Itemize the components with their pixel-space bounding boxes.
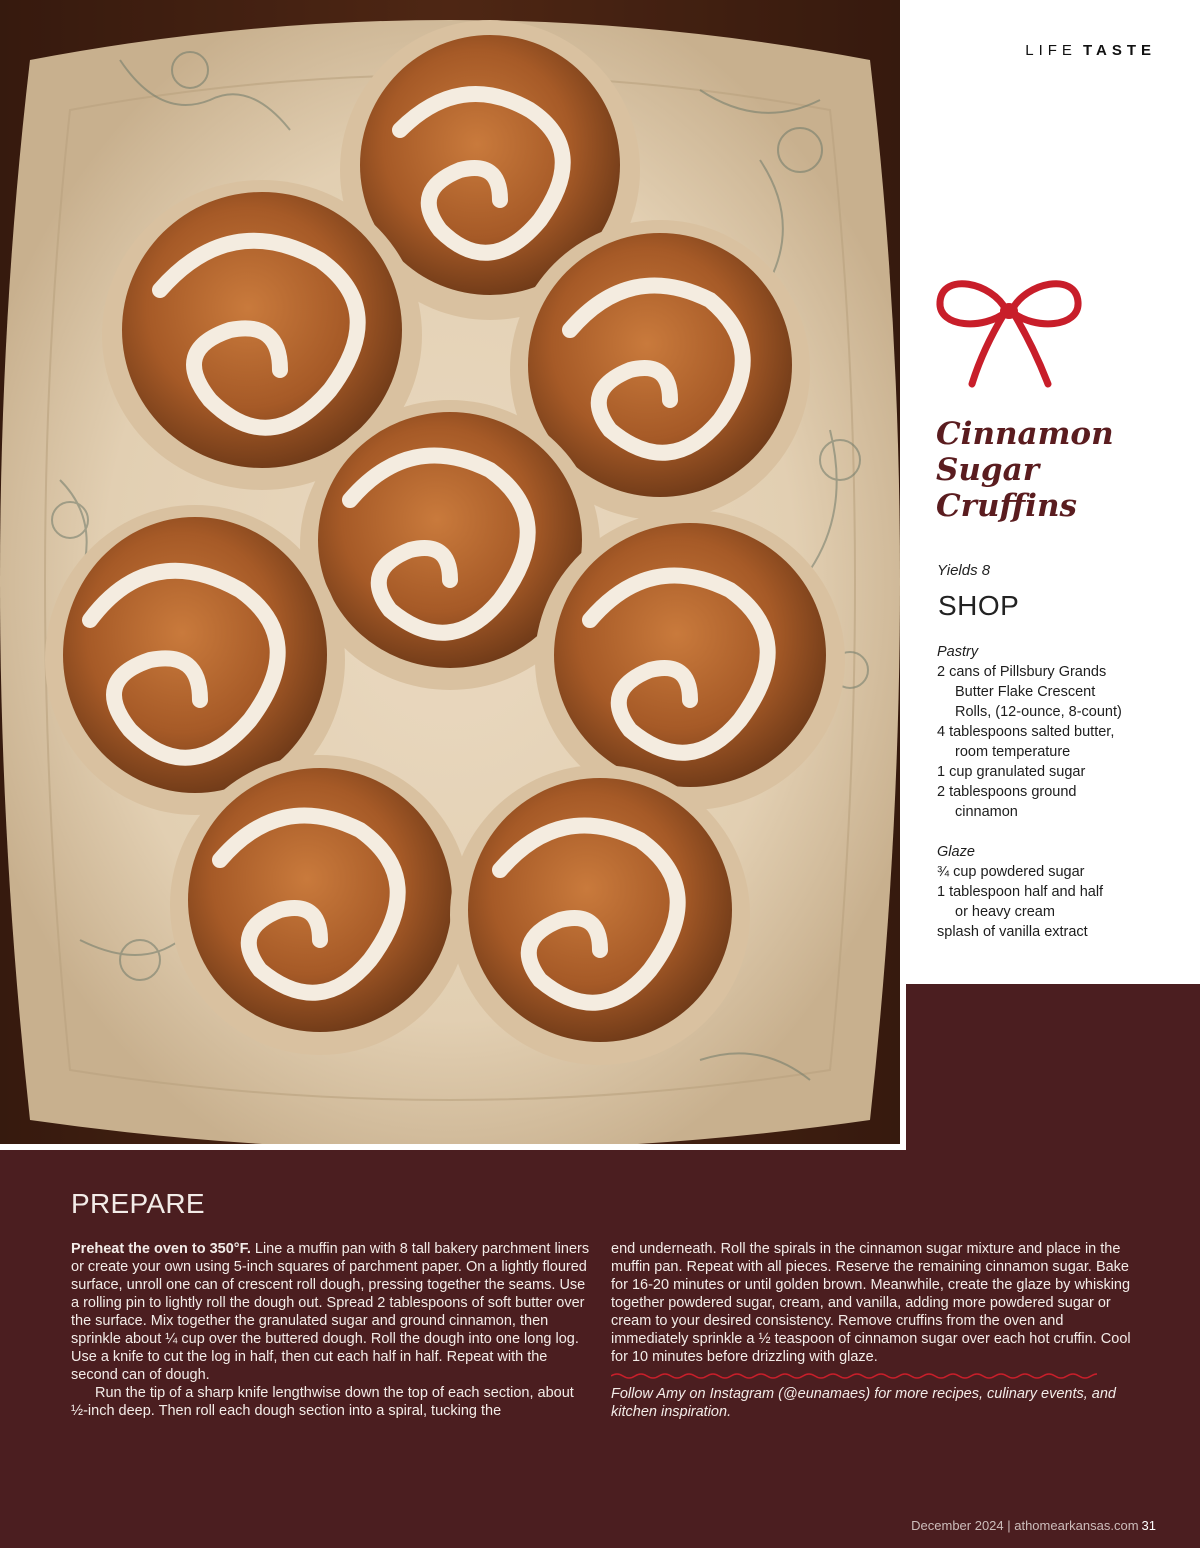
- cruffin: [535, 510, 845, 810]
- ingredient-item: 1 tablespoon half and half or heavy cream: [937, 884, 1104, 920]
- follow-note: Follow Amy on Instagram (@eunamaes) for more recipes, culinary events, and kitchen inspiration.: [611, 1386, 1116, 1420]
- burgundy-panel-upper: [906, 984, 1200, 1152]
- ingredients-list: [937, 642, 1177, 942]
- section-header-bold: TASTE: [1082, 42, 1156, 59]
- prepare-heading: PREPARE: [71, 1188, 205, 1219]
- cruffin: [170, 755, 470, 1055]
- shop-heading: SHOP: [938, 590, 1020, 621]
- section-header-light: LIFE: [1025, 42, 1077, 59]
- glaze-label: Glaze: [937, 844, 975, 860]
- recipe-title-line: Sugar: [936, 452, 1040, 488]
- prepare-lead: Preheat the oven to 350°F.: [71, 1241, 251, 1257]
- ingredient-item: 2 cans of Pillsbury Grands Butter Flake Crescent Rolls, (12-ounce, 8-count): [937, 664, 1122, 720]
- recipe-title: [936, 416, 1176, 524]
- folio-text: December 2024 | athomearkansas.com: [911, 1518, 1139, 1533]
- ingredient-item: 4 tablespoons salted butter, room temperature: [937, 724, 1115, 760]
- ingredient-item: splash of vanilla extract: [937, 924, 1088, 940]
- prepare-paragraph: Preheat the oven to 350°F. Line a muffin pan with 8 tall bakery parchment liners or create your own using 5-inch squares of parchment paper. On a lightly floured surface, unroll one can of crescent roll dough, pressing together the seams. Use a rolling pin to lightly roll the dough out. Spread 2 tablespoons of soft butter over the surface. Mix together the granulated sugar and ground cinnamon, then sprinkle about ¼ cup over the buttered dough. Roll the dough into one long log. Use a knife to cut the log in half, then cut each half in half. Repeat with the second can of dough.: [71, 1241, 590, 1383]
- section-header: [1025, 42, 1156, 59]
- prepare-paragraph: Run the tip of a sharp knife lengthwise down the top of each section, about ½-inch deep. Then roll each dough section into a spiral, tucking the: [71, 1385, 574, 1419]
- ingredient-item: 1 cup granulated sugar: [937, 764, 1086, 780]
- pastry-label: Pastry: [937, 644, 979, 660]
- ingredient-item: ¾ cup powdered sugar: [937, 864, 1085, 880]
- recipe-yield: Yields 8: [937, 562, 991, 579]
- prepare-paragraph: end underneath. Roll the spirals in the cinnamon sugar mixture and place in the muffin pan. Repeat with all pieces. Reserve the remaining cinnamon sugar. Bake for 16-20 minutes or until golden brown. Meanwhile, create the glaze by whisking together powdered sugar, cream, and vanilla, adding more powdered sugar or cream to your desired consistency. Remove cruffins from the oven and immediately sprinkle a ½ teaspoon of cinnamon sugar over each hot cruffin. Cool for 10 minutes before drizzling with glaze.: [611, 1241, 1131, 1365]
- pastry-group: [937, 642, 1177, 822]
- prepare-column-left: [71, 1240, 591, 1420]
- cruffin: [450, 765, 750, 1065]
- bow-icon: [934, 272, 1084, 392]
- recipe-title-line: Cruffins: [936, 488, 1077, 524]
- ingredient-item: 2 tablespoons ground cinnamon: [937, 784, 1077, 820]
- page-folio: [911, 1518, 1156, 1533]
- wavy-divider: [611, 1372, 1097, 1380]
- recipe-title-line: Cinnamon: [936, 416, 1114, 452]
- page-number: 31: [1141, 1518, 1156, 1533]
- glaze-group: [937, 842, 1177, 942]
- prepare-column-right: [611, 1240, 1131, 1366]
